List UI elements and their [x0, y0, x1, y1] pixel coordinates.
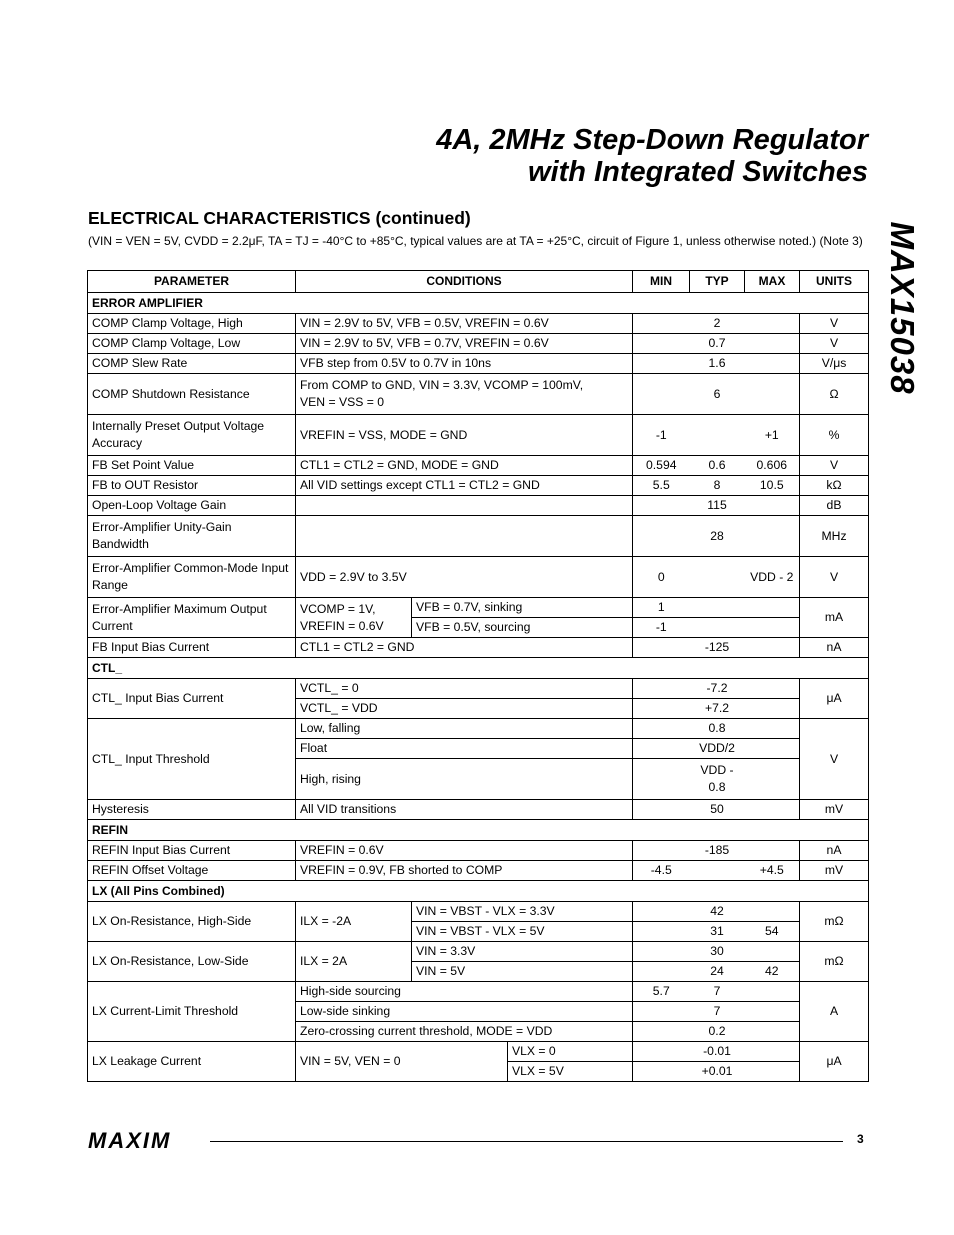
header-parameter: PARAMETER	[88, 271, 296, 293]
table-row: Zero-crossing current threshold, MODE = VDD 0.2	[88, 1022, 869, 1042]
section-row: CTL_	[88, 658, 869, 679]
table-row: Error-Amplifier Common-Mode Input Range VDD = 2.9V to 3.5V 0 VDD - 2 V	[88, 557, 869, 598]
table-row: COMP Clamp Voltage, Low VIN = 2.9V to 5V, VFB = 0.7V, VREFIN = 0.6V 0.7 V	[88, 334, 869, 354]
table-row: CTL_ Input Threshold Low, falling 0.8 V	[88, 719, 869, 739]
table-row: Internally Preset Output Voltage Accuracy VREFIN = VSS, MODE = GND -1 +1 %	[88, 415, 869, 456]
maxim-logo: MAXIM	[88, 1128, 172, 1153]
table-row: High, rising VDD - 0.8	[88, 759, 869, 800]
footer-rule	[210, 1141, 843, 1142]
table-row: VIN = 5V 24 42	[88, 962, 869, 982]
section-row: LX (All Pins Combined)	[88, 881, 869, 902]
table-row: Float VDD/2	[88, 739, 869, 759]
table-row: LX On-Resistance, High-Side ILX = -2A VIN = VBST - VLX = 3.3V 42 mΩ	[88, 902, 869, 922]
table-row: LX Leakage Current VIN = 5V, VEN = 0 VLX = 0 -0.01 μA	[88, 1042, 869, 1062]
table-header-row	[88, 271, 869, 293]
table-row: VIN = VBST - VLX = 5V 31 54	[88, 922, 869, 942]
table-row: VLX = 5V +0.01	[88, 1062, 869, 1082]
side-part-number: MAX15038	[884, 221, 921, 395]
table-row: COMP Slew Rate VFB step from 0.5V to 0.7V in 10ns 1.6 V/μs	[88, 354, 869, 374]
section-row: ERROR AMPLIFIER	[88, 293, 869, 314]
table-row: REFIN Input Bias Current VREFIN = 0.6V -185 nA	[88, 841, 869, 861]
table-row: FB Set Point Value CTL1 = CTL2 = GND, MODE = GND 0.594 0.6 0.606 V	[88, 456, 869, 476]
table-row: VFB = 0.5V, sourcing -1	[88, 618, 869, 638]
table-row: FB to OUT Resistor All VID settings except CTL1 = CTL2 = GND 5.5 8 10.5 kΩ	[88, 476, 869, 496]
title-line-1: 4A, 2MHz Step-Down Regulator	[436, 124, 868, 156]
table-row: Open-Loop Voltage Gain 115 dB	[88, 496, 869, 516]
table-row: Error-Amplifier Unity-Gain Bandwidth 28 MHz	[88, 516, 869, 557]
table-row: FB Input Bias Current CTL1 = CTL2 = GND -125 nA	[88, 638, 869, 658]
table-row: Hysteresis All VID transitions 50 mV	[88, 800, 869, 820]
header-min: MIN	[633, 271, 690, 293]
page-number: 3	[857, 1132, 864, 1146]
conditions-note: (VIN = VEN = 5V, CVDD = 2.2μF, TA = TJ = -40°C to +85°C, typical values are at TA = +25°C, circuit of Figure 1, unless otherwise noted.) (Note 3)	[88, 234, 863, 248]
header-units: UNITS	[800, 271, 869, 293]
section-title: ELECTRICAL CHARACTERISTICS (continued)	[88, 208, 471, 228]
document-title	[436, 124, 868, 188]
table-row: CTL_ Input Bias Current VCTL_ = 0 -7.2 μA	[88, 679, 869, 699]
header-conditions: CONDITIONS	[296, 271, 633, 293]
header-typ: TYP	[690, 271, 745, 293]
electrical-characteristics-table	[87, 270, 869, 1082]
table-row: LX Current-Limit Threshold High-side sourcing 5.7 7 A	[88, 982, 869, 1002]
table-row: LX On-Resistance, Low-Side ILX = 2A VIN = 3.3V 30 mΩ	[88, 942, 869, 962]
table-row: COMP Shutdown Resistance From COMP to GND, VIN = 3.3V, VCOMP = 100mV, VEN = VSS = 0 6 Ω	[88, 374, 869, 415]
table-row: COMP Clamp Voltage, High VIN = 2.9V to 5V, VFB = 0.5V, VREFIN = 0.6V 2 V	[88, 314, 869, 334]
table-row: Error-Amplifier Maximum Output Current VCOMP = 1V, VREFIN = 0.6V VFB = 0.7V, sinking 1 mA	[88, 598, 869, 618]
table-row: REFIN Offset Voltage VREFIN = 0.9V, FB shorted to COMP -4.5 +4.5 mV	[88, 861, 869, 881]
title-line-2: with Integrated Switches	[528, 156, 868, 188]
table-row: VCTL_ = VDD +7.2	[88, 699, 869, 719]
header-max: MAX	[745, 271, 800, 293]
table-row: Low-side sinking 7	[88, 1002, 869, 1022]
section-row: REFIN	[88, 820, 869, 841]
